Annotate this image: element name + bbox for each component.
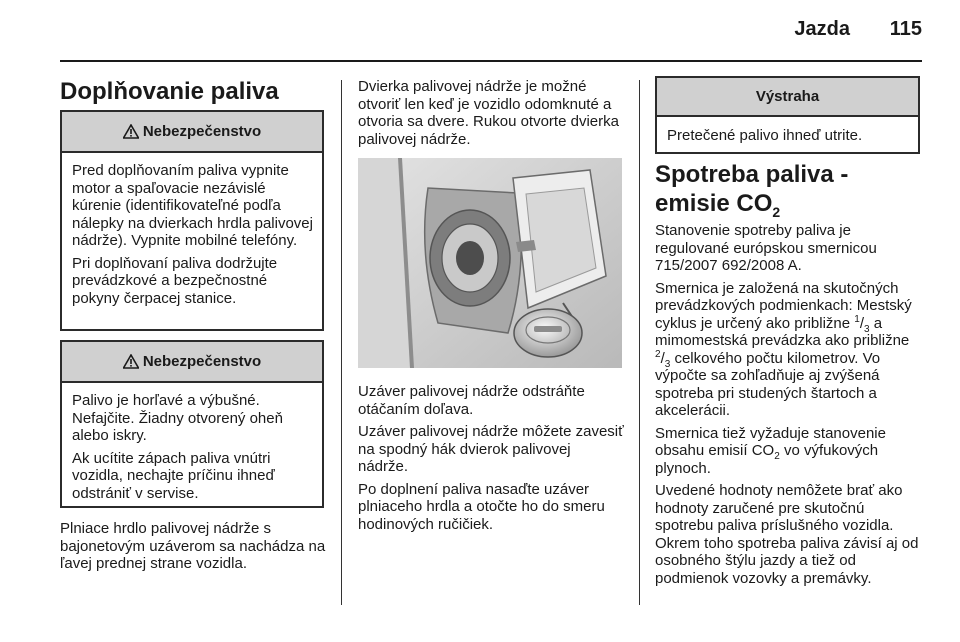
running-header-section: Jazda — [794, 18, 850, 40]
driving-cycle-text-b: a mimomestská prevádzka ako približne — [655, 314, 910, 349]
header-rule — [60, 60, 922, 62]
page-number: 115 — [889, 18, 922, 40]
co2-subscript: 2 — [774, 451, 780, 462]
emissions-title-subscript: 2 — [772, 203, 781, 220]
warning-box-text: Pretečené palivo ihneď utrite. — [667, 127, 863, 144]
danger-box-1-header — [62, 112, 322, 153]
co2-paragraph — [655, 425, 923, 478]
danger-box-1-paragraph-1: Pred doplňovaním paliva vypnite motor a spaľovacie nezávislé kúrenie (identifikovateľné podľa nálepky na dvierkach hrdla palivovej nádrže). Vypnite mobilné telefóny. — [72, 162, 313, 249]
column-1 — [60, 78, 326, 106]
fraction-1-denominator: 3 — [864, 323, 870, 335]
danger-box-2-header — [62, 342, 322, 383]
danger-box-1-body — [62, 153, 322, 318]
values-disclaimer-paragraph: Uvedené hodnoty nemôžete brať ako hodnoty zaručené pre skutočnú spotrebu paliva príslušného vozidla. Okrem toho spotreba paliva závisí aj od osobného štýlu jazdy a tiež od podmienok vozovky a premávky. — [655, 482, 919, 587]
column-3 — [655, 160, 923, 592]
column-divider-2 — [639, 80, 640, 605]
fuel-door-illustration — [358, 158, 622, 368]
warning-box-body — [657, 117, 918, 156]
co2-text-b: vo výfukových plynoch. — [655, 442, 879, 477]
danger-box-1 — [60, 110, 324, 331]
fraction-2-denominator: 3 — [664, 358, 671, 370]
co2-text-a: Smernica tiež vyžaduje stanovenie obsahu emisií CO — [655, 424, 886, 459]
emissions-title — [655, 160, 923, 218]
emissions-title-text: Spotreba paliva - emisie CO — [655, 161, 849, 217]
filler-neck-paragraph: Plniace hrdlo palivovej nádrže s bajonetovým uzáverom sa nachádza na ľavej prednej strane vozidla. — [60, 520, 326, 572]
warning-triangle-icon — [123, 354, 139, 369]
fraction-1-numerator: 1 — [854, 313, 860, 325]
column-2-intro — [358, 78, 624, 153]
column-2-text — [358, 383, 624, 538]
column-1-after-text — [60, 520, 326, 578]
danger-box-2-paragraph-1: Palivo je horľavé a výbušné. Nefajčite. Žiadny otvorený oheň alebo iskry. — [72, 392, 283, 444]
danger-box-2-heading: Nebezpečenstvo — [142, 353, 262, 370]
danger-box-2-body — [62, 383, 322, 513]
warning-box-header — [657, 78, 918, 117]
driving-cycle-text-c: celkového počtu kilometrov. Vo výpočte sa zohľadňuje aj zvýšená spotreba pri studených štartoch a akcelerácii. — [655, 349, 881, 419]
fuel-door-paragraph: Dvierka palivovej nádrže je možné otvoriť len keď je vozidlo odomknuté a otvoria sa dvere. Rukou otvorte dvierka palivovej nádrže. — [358, 78, 619, 148]
cap-remove-paragraph: Uzáver palivovej nádrže odstráňte otáčaním doľava. — [358, 383, 585, 418]
danger-box-2-paragraph-2: Ak ucítite zápach paliva vnútri vozidla, nechajte príčinu ihneď odstrániť v servise. — [72, 449, 275, 502]
danger-box-2 — [60, 340, 324, 508]
driving-cycle-paragraph: Smernica je založená na skutočných prevádzkových podmienkach: Mestský cyklus je určený ako približne $^1/_3$ a mimomestská prevádzka ako približne $^2/_3$ celkového počtu kilometrov. Vo výpočte sa zohľadňuje aj zvýšená spotreba pri studených štartoch a akcelerácii. — [655, 279, 912, 419]
cap-refit-paragraph: Po doplnení paliva nasaďte uzáver plniaceho hrdla a otočte ho do smeru hodinových ručičiek. — [358, 480, 605, 533]
driving-cycle-text-a: Smernica je založená na skutočných prevádzkových podmienkach: Mestský cyklus je určený ako približne — [655, 279, 912, 332]
directive-paragraph: Stanovenie spotreby paliva je regulované európskou smernicou 715/2007 692/2008 A. — [655, 222, 877, 274]
fraction-2-numerator: 2 — [655, 348, 661, 360]
cap-hang-paragraph: Uzáver palivovej nádrže môžete zavesiť na spodný hák dvierok palivovej nádrže. — [358, 423, 624, 475]
warning-box-heading: Výstraha — [755, 88, 820, 105]
danger-box-1-paragraph-2: Pri doplňovaní paliva dodržujte prevádzkové a bezpečnostné pokyny čerpacej stanice. — [72, 254, 278, 307]
column-divider-1 — [341, 80, 342, 605]
warning-box — [655, 76, 920, 154]
section-title: Doplňovanie paliva — [60, 78, 279, 105]
fuel-door-drawing — [358, 158, 622, 368]
danger-box-1-heading: Nebezpečenstvo — [142, 123, 262, 140]
warning-triangle-icon — [123, 124, 139, 139]
